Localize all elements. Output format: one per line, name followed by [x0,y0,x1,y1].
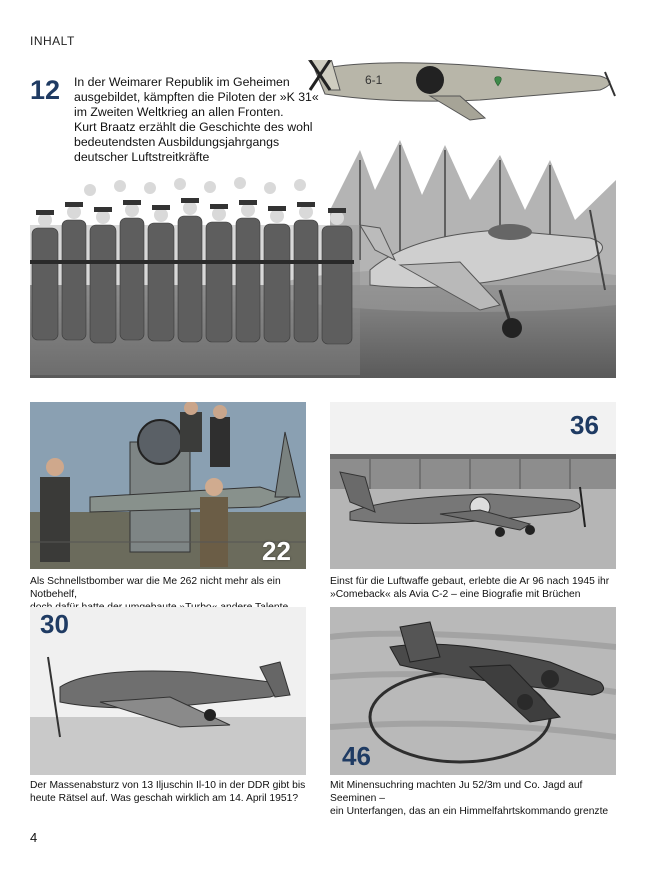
caption [30,779,316,805]
ju52-photo [330,607,616,775]
caption-line: ein Unterfangen, das an ein Himmelfahrtskommando grenzte [330,806,609,817]
article-number: 36 [570,410,599,440]
caption-line: Einst für die Luftwaffe gebaut, erlebte die Ar 96 nach 1945 ihr [330,576,610,587]
lead-teaser-line: im Zweiten Weltkrieg an allen Fronten. [74,105,284,119]
lead-teaser-line: In der Weimarer Republik im Geheimen [74,75,290,89]
fighter-marking: 6-1 [365,73,383,87]
lead-teaser-line: ausgebildet, kämpften die Piloten der »K 31« [74,90,319,104]
lead-teaser-line: bedeutendsten Ausbildungsjahrgangs [74,135,280,149]
lead-teaser-line: Kurt Braatz erzählt die Geschichte des wohl [74,120,313,134]
caption [330,779,616,818]
article-number: 22 [262,536,291,566]
caption-line: heute Rätsel auf. Was geschah wirklich am 14. April 1951? [30,793,299,804]
caption-line: Der Massenabsturz von 13 Iljuschin Il-10 in der DDR gibt bis [30,780,306,791]
lead-teaser-line: deutscher Luftstreitkräfte [74,150,210,164]
article-number: 12 [30,75,61,105]
caption [330,575,616,601]
officers-group [30,177,360,375]
article-number: 30 [40,609,69,639]
avia-photo [330,402,616,569]
il10-photo [30,607,306,775]
section-label: INHALT [30,34,75,48]
me262-photo [30,402,306,569]
caption-line: Als Schnellstbomber war die Me 262 nicht mehr als ein Notbehelf, [30,576,281,600]
caption-line: Mit Minensuchring machten Ju 52/3m und Co. Jagd auf Seeminen – [330,780,583,804]
lead-teaser [74,75,374,165]
article-number: 46 [342,741,371,771]
hero-image-group [30,60,616,378]
caption-line: »Comeback« als Avia C-2 – eine Biografie mit Brüchen [330,589,581,600]
page-number: 4 [30,830,38,845]
